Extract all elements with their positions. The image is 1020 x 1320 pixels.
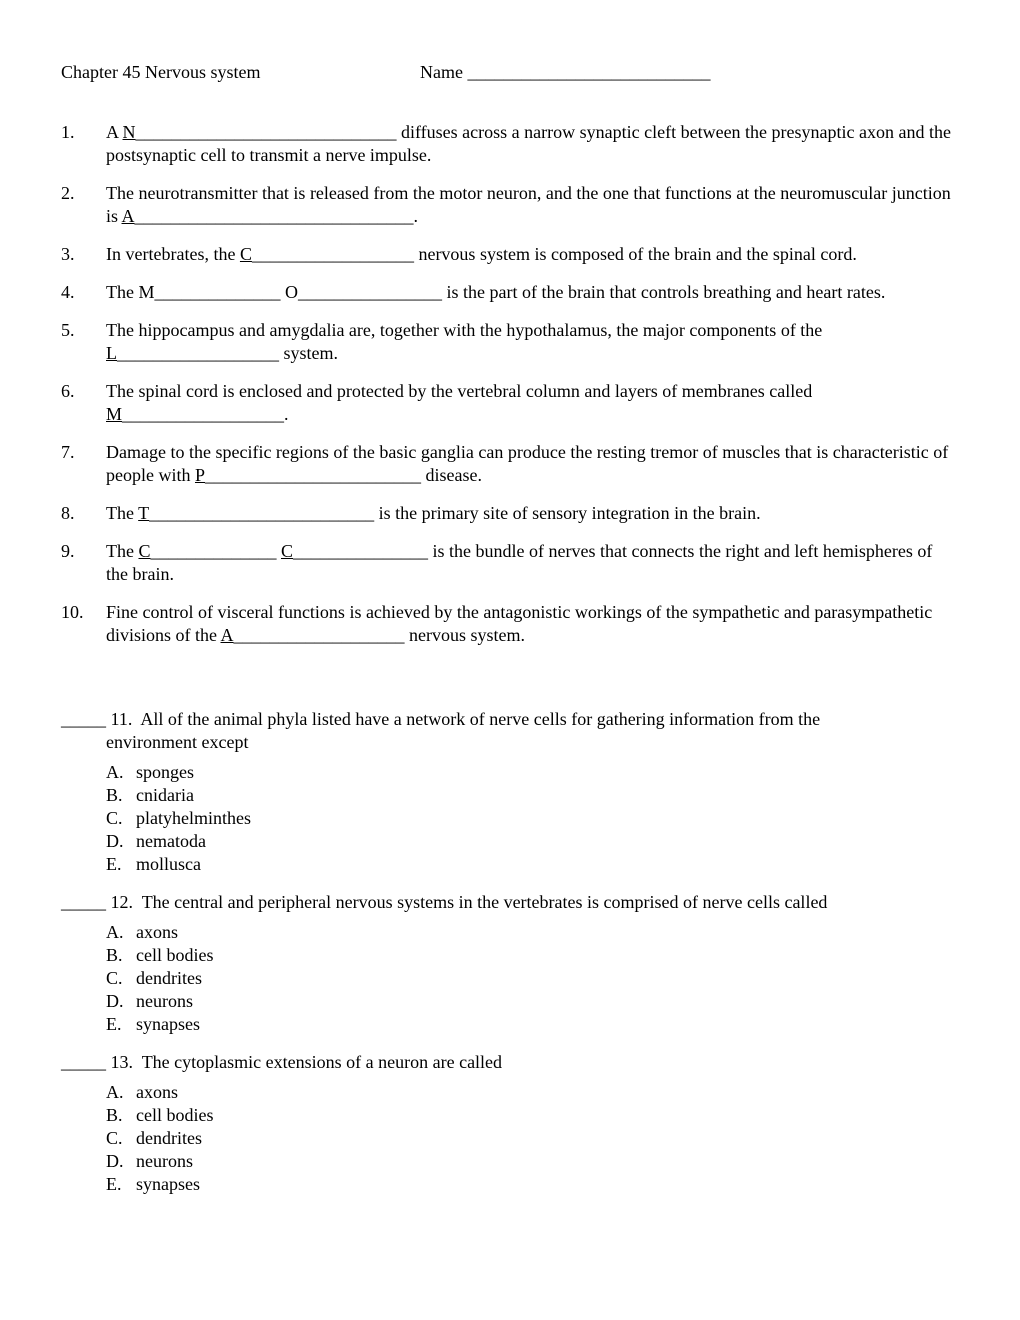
question-number: 12. xyxy=(110,892,133,912)
question-text xyxy=(106,502,951,525)
question-text-post: . xyxy=(413,206,419,226)
answer-blank: _____________________________ xyxy=(135,122,397,142)
question-number: 2. xyxy=(61,183,75,203)
choice-letter: B. xyxy=(106,1105,123,1125)
choice-letter: D. xyxy=(106,1151,124,1171)
choice-text: cell bodies xyxy=(136,945,214,965)
fill-in-question xyxy=(61,601,951,647)
answer-choices xyxy=(61,761,951,876)
question-text-post: diffuses across a narrow synaptic cleft between the presynaptic axon and the postsynaptic cell to transmit a nerve impulse. xyxy=(106,122,956,165)
answer-blank: ______________ xyxy=(150,541,277,561)
question-number: 8. xyxy=(61,503,75,523)
question-text xyxy=(106,441,951,487)
question-text-pre: Damage to the specific regions of the basic ganglia can produce the resting tremor of muscles that is characteristic of people with xyxy=(106,442,953,485)
choice-text: neurons xyxy=(136,1151,193,1171)
answer-blank: __________________ xyxy=(122,404,285,424)
hint-letter: M xyxy=(106,404,123,424)
question-text-post: nervous system. xyxy=(404,625,526,645)
answer-choice xyxy=(106,807,951,830)
question-text-post: disease. xyxy=(421,465,482,485)
answer-choice xyxy=(106,1173,951,1196)
question-text xyxy=(106,182,956,228)
question-text: All of the animal phyla listed have a network of nerve cells for gathering information from the xyxy=(140,709,821,729)
answer-blank: _____ xyxy=(61,892,106,912)
choice-letter: E. xyxy=(106,1014,122,1034)
choice-text: sponges xyxy=(136,762,194,782)
multiple-choice-question xyxy=(61,708,951,876)
choice-text: axons xyxy=(136,1082,178,1102)
question-number: 4. xyxy=(61,282,75,302)
question-text xyxy=(106,380,951,426)
answer-blank: ___________________ xyxy=(233,625,405,645)
question-text-pre: The neurotransmitter that is released from the motor neuron, and the one that functions at the neuromuscular junction is xyxy=(106,183,956,226)
question-text-continued: environment except xyxy=(106,732,249,752)
answer-choice xyxy=(106,761,951,784)
question-text-post: nervous system is composed of the brain and the spinal cord. xyxy=(413,244,857,264)
answer-choice xyxy=(106,853,951,876)
question-text xyxy=(106,601,951,647)
question-text: The cytoplasmic extensions of a neuron are called xyxy=(141,1052,503,1072)
fill-in-question xyxy=(61,441,951,487)
question-text xyxy=(106,121,956,167)
question-number: 5. xyxy=(61,320,75,340)
question-text-pre: Fine control of visceral functions is achieved by the antagonistic workings of the sympathetic and parasympathetic divisions of the xyxy=(106,602,937,645)
answer-blank: _____ xyxy=(61,709,106,729)
question-text xyxy=(106,281,951,304)
answer-choice xyxy=(106,1150,951,1173)
fill-in-question xyxy=(61,380,951,426)
question-number: 9. xyxy=(61,541,75,561)
question-text xyxy=(106,319,951,365)
question-number: 11. xyxy=(110,709,133,729)
answer-blank: _____ xyxy=(61,1052,106,1072)
choice-letter: A. xyxy=(106,922,124,942)
answer-choice xyxy=(106,921,951,944)
choice-letter: E. xyxy=(106,1174,122,1194)
choice-text: cell bodies xyxy=(136,1105,214,1125)
choice-letter: B. xyxy=(106,945,123,965)
fill-in-question xyxy=(61,540,951,586)
answer-choice xyxy=(106,967,951,990)
question-number: 10. xyxy=(61,602,84,622)
answer-choice xyxy=(106,1127,951,1150)
question-text-post: system. xyxy=(279,343,339,363)
choice-letter: B. xyxy=(106,785,123,805)
name-field: Name ___________________________ xyxy=(420,62,711,82)
choice-letter: A. xyxy=(106,762,124,782)
answer-blank: __________________ xyxy=(251,244,414,264)
question-text xyxy=(106,540,951,586)
answer-blank: ________________________ xyxy=(205,465,421,485)
answer-choice xyxy=(106,1104,951,1127)
hint-letter: N xyxy=(122,122,136,142)
hint-letter: A xyxy=(121,206,135,226)
fill-in-question xyxy=(61,502,951,525)
question-text-post: is the bundle of nerves that connects the right and left hemispheres of the brain. xyxy=(106,541,937,584)
question-text-pre: A xyxy=(106,122,123,142)
question-number: 7. xyxy=(61,442,75,462)
answer-blank: __________________ xyxy=(117,343,279,363)
answer-choice xyxy=(106,1013,951,1036)
question-text-pre: The hippocampus and amygdalia are, together with the hypothalamus, the major components of the xyxy=(106,320,827,340)
choice-letter: C. xyxy=(106,808,123,828)
question-line xyxy=(61,708,951,754)
question-text-pre: The xyxy=(106,541,139,561)
hint-letter: C xyxy=(138,541,151,561)
hint-letter: A xyxy=(220,625,234,645)
answer-choice xyxy=(106,1081,951,1104)
question-number: 6. xyxy=(61,381,75,401)
choice-letter: D. xyxy=(106,831,124,851)
fill-in-question xyxy=(61,281,951,304)
worksheet-header xyxy=(61,61,961,85)
answer-choices xyxy=(61,921,951,1036)
choice-letter: C. xyxy=(106,1128,123,1148)
choice-text: mollusca xyxy=(136,854,201,874)
choice-text: neurons xyxy=(136,991,193,1011)
choice-text: dendrites xyxy=(136,968,202,988)
answer-choices xyxy=(61,1081,951,1196)
question-line xyxy=(61,891,951,914)
answer-choice xyxy=(106,784,951,807)
choice-text: nematoda xyxy=(136,831,206,851)
page-title: Chapter 45 Nervous system xyxy=(61,62,261,82)
question-number: 13. xyxy=(110,1052,133,1072)
choice-letter: E. xyxy=(106,854,122,874)
fill-in-question xyxy=(61,121,956,167)
question-text: The central and peripheral nervous systems in the vertebrates is comprised of nerve cells called xyxy=(141,892,828,912)
question-number: 3. xyxy=(61,244,75,264)
choice-text: axons xyxy=(136,922,178,942)
fill-in-question xyxy=(61,319,951,365)
question-text-post: . xyxy=(284,404,289,424)
question-number: 1. xyxy=(61,122,75,142)
answer-choice xyxy=(106,990,951,1013)
hint-letter: P xyxy=(194,465,205,485)
answer-blank: _______________ xyxy=(293,541,429,561)
choice-letter: D. xyxy=(106,991,124,1011)
fill-in-question xyxy=(61,243,951,266)
hint-letter: T xyxy=(138,503,150,523)
question-text-pre: The xyxy=(106,503,139,523)
question-text xyxy=(106,243,951,266)
answer-blank: _______________________________ xyxy=(134,206,414,226)
question-text-post: is the primary site of sensory integration in the brain. xyxy=(374,503,761,523)
choice-text: platyhelminthes xyxy=(136,808,251,828)
question-text-pre: In vertebrates, the xyxy=(106,244,240,264)
answer-choice xyxy=(106,944,951,967)
question-line xyxy=(61,1051,951,1074)
answer-blank: _________________________ xyxy=(149,503,375,523)
question-text-pre: The M______________ O________________ is the part of the brain that controls breathing and heart rates. xyxy=(106,282,886,302)
multiple-choice-question-list xyxy=(61,708,951,1196)
fill-in-question-list xyxy=(61,121,956,647)
choice-text: dendrites xyxy=(136,1128,202,1148)
multiple-choice-question xyxy=(61,891,951,1036)
choice-text: synapses xyxy=(136,1014,200,1034)
choice-text: synapses xyxy=(136,1174,200,1194)
question-text-pre: The spinal cord is enclosed and protected by the vertebral column and layers of membranes called xyxy=(106,381,817,401)
choice-text: cnidaria xyxy=(136,785,194,805)
fill-in-question xyxy=(61,182,956,228)
answer-choice xyxy=(106,830,951,853)
choice-letter: C. xyxy=(106,968,123,988)
choice-letter: A. xyxy=(106,1082,124,1102)
hint-letter: C xyxy=(239,244,252,264)
hint-letter: C xyxy=(281,541,294,561)
hint-letter: L xyxy=(106,343,117,363)
multiple-choice-question xyxy=(61,1051,951,1196)
